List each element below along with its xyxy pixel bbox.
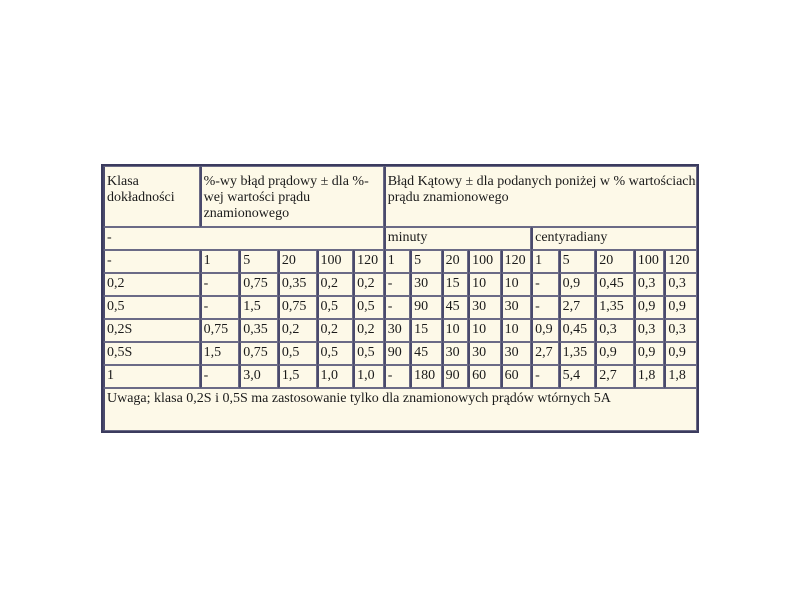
value-cell: 1,5 [278, 365, 317, 388]
value-cell: 0,75 [239, 342, 278, 365]
value-cell: - [384, 365, 410, 388]
percent-cell: 100 [468, 250, 501, 273]
value-cell: 1,35 [559, 342, 596, 365]
minutes-header: minuty [384, 227, 531, 250]
value-cell: - [200, 296, 240, 319]
value-cell: 1,0 [353, 365, 384, 388]
value-cell: 2,7 [559, 296, 596, 319]
value-cell: 30 [468, 296, 501, 319]
percent-cell: 1 [384, 250, 410, 273]
value-cell: 0,2 [317, 273, 354, 296]
value-cell: 3,0 [239, 365, 278, 388]
value-cell: 30 [468, 342, 501, 365]
value-cell: 0,9 [559, 273, 596, 296]
value-cell: 0,9 [664, 342, 697, 365]
value-cell: 1,8 [634, 365, 665, 388]
table-row [103, 365, 697, 388]
percent-cell: 5 [239, 250, 278, 273]
percent-cell: 20 [595, 250, 634, 273]
value-cell: 0,9 [634, 342, 665, 365]
class-cell: 1 [103, 365, 200, 388]
value-cell: 45 [442, 296, 468, 319]
percent-cell: - [103, 250, 200, 273]
percent-cell: 100 [634, 250, 665, 273]
value-cell: 0,45 [559, 319, 596, 342]
percent-cell: 20 [278, 250, 317, 273]
value-cell: 2,7 [531, 342, 558, 365]
value-cell: - [531, 273, 558, 296]
centiradians-header: centyradiany [531, 227, 697, 250]
table-row [103, 319, 697, 342]
value-cell: 0,2 [353, 273, 384, 296]
value-cell: 60 [501, 365, 532, 388]
value-cell: 15 [410, 319, 442, 342]
value-cell: 30 [501, 296, 532, 319]
value-cell: - [200, 365, 240, 388]
value-cell: 0,3 [664, 273, 697, 296]
percent-cell: 20 [442, 250, 468, 273]
value-cell: 0,5 [317, 342, 354, 365]
table-row [103, 273, 697, 296]
note-row [103, 388, 697, 431]
value-cell: 1,0 [317, 365, 354, 388]
percent-cell: 120 [664, 250, 697, 273]
units-row [103, 227, 697, 250]
value-cell: 0,9 [634, 296, 665, 319]
value-cell: 0,9 [595, 342, 634, 365]
value-cell: 10 [442, 319, 468, 342]
percent-cell: 120 [353, 250, 384, 273]
value-cell: 90 [410, 296, 442, 319]
value-cell: 0,35 [239, 319, 278, 342]
accuracy-table [103, 166, 697, 431]
value-cell: 30 [501, 342, 532, 365]
percent-cell: 120 [501, 250, 532, 273]
value-cell: 30 [442, 342, 468, 365]
value-cell: 60 [468, 365, 501, 388]
table-row [103, 296, 697, 319]
value-cell: 0,9 [664, 296, 697, 319]
value-cell: 0,5 [353, 296, 384, 319]
value-cell: 0,3 [595, 319, 634, 342]
table-row [103, 342, 697, 365]
class-cell: 0,5S [103, 342, 200, 365]
value-cell: 0,9 [531, 319, 558, 342]
class-cell: 0,5 [103, 296, 200, 319]
value-cell: 15 [442, 273, 468, 296]
value-cell: 0,3 [634, 319, 665, 342]
value-cell: 10 [501, 273, 532, 296]
value-cell: 90 [384, 342, 410, 365]
value-cell: 30 [410, 273, 442, 296]
value-cell: - [531, 296, 558, 319]
value-cell: - [531, 365, 558, 388]
percent-cell: 1 [531, 250, 558, 273]
value-cell: - [384, 296, 410, 319]
percent-cell: 1 [200, 250, 240, 273]
value-cell: 180 [410, 365, 442, 388]
value-cell: 90 [442, 365, 468, 388]
value-cell: 0,75 [278, 296, 317, 319]
value-cell: 10 [468, 273, 501, 296]
accuracy-class-table [101, 164, 699, 433]
value-cell: - [384, 273, 410, 296]
value-cell: 0,3 [664, 319, 697, 342]
angle-error-header: Błąd Kątowy ± dla podanych poniżej w % wartościach prądu znamionowego [384, 166, 697, 227]
value-cell: 45 [410, 342, 442, 365]
value-cell: 1,5 [239, 296, 278, 319]
percent-cell: 5 [559, 250, 596, 273]
value-cell: - [200, 273, 240, 296]
value-cell: 0,5 [278, 342, 317, 365]
value-cell: 0,75 [239, 273, 278, 296]
value-cell: 0,2 [278, 319, 317, 342]
current-units-cell: - [103, 227, 384, 250]
value-cell: 0,2 [317, 319, 354, 342]
value-cell: 0,5 [317, 296, 354, 319]
value-cell: 0,5 [353, 342, 384, 365]
table-body [103, 273, 697, 388]
value-cell: 5,4 [559, 365, 596, 388]
value-cell: 0,75 [200, 319, 240, 342]
value-cell: 0,3 [634, 273, 665, 296]
class-cell: 0,2 [103, 273, 200, 296]
percent-row [103, 250, 697, 273]
class-cell: 0,2S [103, 319, 200, 342]
current-error-header: %-wy błąd prądowy ± dla %-wej wartości prądu znamionowego [200, 166, 384, 227]
value-cell: 1,5 [200, 342, 240, 365]
header-row [103, 166, 697, 227]
value-cell: 10 [468, 319, 501, 342]
value-cell: 30 [384, 319, 410, 342]
value-cell: 0,45 [595, 273, 634, 296]
value-cell: 10 [501, 319, 532, 342]
value-cell: 0,35 [278, 273, 317, 296]
percent-cell: 5 [410, 250, 442, 273]
value-cell: 1,35 [595, 296, 634, 319]
percent-cell: 100 [317, 250, 354, 273]
value-cell: 0,2 [353, 319, 384, 342]
note-cell: Uwaga; klasa 0,2S i 0,5S ma zastosowanie tylko dla znamionowych prądów wtórnych 5A [103, 388, 697, 431]
class-header: Klasa dokładności [103, 166, 200, 227]
value-cell: 2,7 [595, 365, 634, 388]
value-cell: 1,8 [664, 365, 697, 388]
